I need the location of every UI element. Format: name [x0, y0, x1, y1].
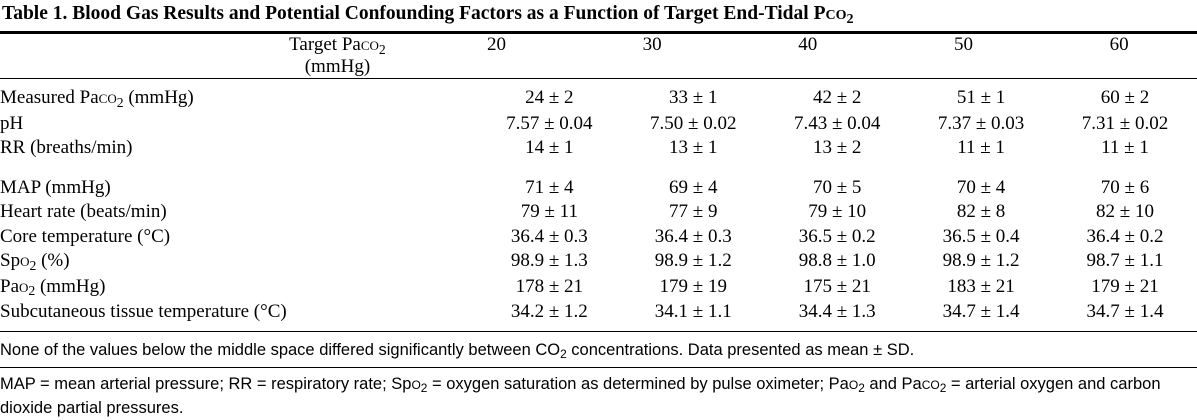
cell-value: 179 ± 21: [1091, 275, 1159, 297]
cell-value: 34.4 ± 1.3: [798, 301, 876, 322]
spacer-cell: [765, 161, 909, 176]
cell-value: 36.4 ± 0.3: [510, 225, 588, 247]
table-row: [0, 300, 1197, 331]
cell-value: 98.7 ± 1.1: [1086, 250, 1164, 271]
cell-value: 178 ± 21: [515, 275, 584, 297]
blood-gas-table: [0, 34, 1197, 78]
cell-value: 36.4 ± 0.2: [1086, 225, 1164, 247]
cell-value: 7.50 ± 0.02: [650, 112, 737, 134]
row-label-rr: RR (breaths/min): [0, 137, 133, 158]
cell-value: 79 ± 11: [520, 201, 578, 222]
cell-value: 71 ± 4: [525, 176, 574, 198]
header-col-60: 60: [1109, 34, 1129, 55]
cell-value: 179 ± 19: [659, 275, 727, 297]
cell-value: 70 ± 4: [956, 176, 1006, 198]
cell-value: 33 ± 1: [669, 87, 718, 108]
row-label-sub-digit: 2: [116, 94, 124, 110]
row-label-suffix: (mmHg): [123, 87, 194, 108]
cell-value: 175 ± 21: [803, 275, 871, 297]
header-target-prefix: Target Pa: [289, 34, 361, 55]
row-label-heart-rate: Heart rate (beats/min): [0, 201, 167, 222]
header-target-label: [256, 34, 418, 78]
cell-value: 183 ± 21: [947, 275, 1015, 297]
note1-text-a: None of the values below the middle space differed significantly between CO: [0, 340, 561, 359]
note2-text-e: dioxide partial pressures.: [0, 398, 184, 417]
header-col-30: 30: [642, 34, 662, 55]
note2-sub2-digit: 2: [858, 380, 865, 395]
table-title-sub-co: co: [825, 3, 847, 24]
cell-value: 98.8 ± 1.0: [798, 250, 876, 271]
cell-value: 79 ± 10: [808, 201, 867, 222]
table-row: [0, 200, 1197, 225]
table-row: [0, 275, 1197, 301]
note2-sub2: o: [848, 374, 859, 393]
cell-value: 77 ± 9: [669, 201, 718, 222]
spacer-cell: [621, 161, 765, 176]
note2-sub1-digit: 2: [420, 380, 428, 395]
row-label-sub: co: [98, 87, 117, 108]
table-row: [0, 112, 1197, 137]
cell-value: 34.7 ± 1.4: [942, 301, 1020, 322]
note2-text-c: and Pa: [864, 374, 922, 393]
note1-sub: 2: [560, 346, 567, 361]
table-header-row: [0, 34, 1197, 78]
row-label-ph: pH: [0, 112, 24, 134]
cell-value: 34.2 ± 1.2: [510, 301, 588, 322]
cell-value: 60 ± 2: [1100, 87, 1150, 108]
row-label-sub-digit: 2: [28, 283, 36, 299]
cell-value: 51 ± 1: [956, 87, 1006, 108]
note2-sub1: o: [411, 374, 421, 393]
cell-value: 7.43 ± 0.04: [793, 112, 881, 134]
table-row: [0, 176, 1197, 201]
blood-gas-table-body: [0, 79, 1197, 331]
table-group-spacer: [0, 161, 1197, 176]
note2-sub3-digit: 2: [939, 380, 947, 395]
row-label-spo2: [0, 249, 477, 275]
header-col-20: 20: [486, 34, 506, 55]
header-target-sub-digit: 2: [378, 41, 386, 57]
cell-value: 7.57 ± 0.04: [506, 112, 593, 134]
row-label-sub-digit: 2: [29, 257, 37, 273]
cell-value: 70 ± 5: [812, 176, 862, 198]
cell-value: 98.9 ± 1.2: [942, 250, 1020, 271]
cell-value: 7.37 ± 0.03: [937, 112, 1025, 134]
cell-value: 42 ± 2: [812, 87, 862, 108]
row-label-sub: o: [19, 275, 29, 297]
table-head: [0, 34, 1197, 78]
table-row: [0, 136, 1197, 161]
cell-value: 13 ± 2: [812, 137, 862, 158]
row-label-pao2: [0, 275, 477, 301]
cell-value: 13 ± 1: [669, 137, 718, 158]
cell-value: 82 ± 8: [956, 201, 1006, 222]
cell-value: 36.5 ± 0.2: [798, 225, 876, 247]
cell-value: 70 ± 6: [1100, 176, 1150, 198]
cell-value: 36.5 ± 0.4: [942, 225, 1020, 247]
row-label-core-temperature: Core temperature (°C): [0, 225, 171, 247]
cell-value: 11 ± 1: [957, 137, 1005, 158]
cell-value: 7.31 ± 0.02: [1081, 112, 1169, 134]
cell-value: 82 ± 10: [1096, 201, 1154, 222]
spacer-cell: [909, 161, 1053, 176]
cell-value: 98.9 ± 1.2: [654, 250, 732, 271]
cell-value: 36.4 ± 0.3: [654, 225, 732, 247]
header-empty-cell: [0, 34, 256, 78]
cell-value: 24 ± 2: [525, 87, 574, 108]
table-row: [0, 79, 1197, 112]
cell-value: 34.7 ± 1.4: [1086, 301, 1164, 322]
table-note-abbreviations: [0, 368, 1197, 420]
table-title: [0, 0, 1197, 31]
note2-text-b: = oxygen saturation as determined by pulse oximeter; Pa: [427, 374, 849, 393]
header-col-50: 50: [953, 34, 973, 55]
row-label-subcutaneous-tissue-temperature: Subcutaneous tissue temperature (°C): [0, 301, 287, 322]
cell-value: 14 ± 1: [525, 137, 574, 158]
table-title-sub-digit: 2: [846, 10, 854, 27]
note2-text-d: = arterial oxygen and carbon: [946, 374, 1161, 393]
table-row: [0, 225, 1197, 250]
row-label-sub: o: [20, 250, 30, 271]
row-label-suffix: (mmHg): [35, 275, 106, 297]
row-label-prefix: Measured Pa: [0, 87, 99, 108]
cell-value: 34.1 ± 1.1: [654, 301, 732, 322]
table-body: [0, 79, 1197, 331]
cell-value: 69 ± 4: [669, 176, 718, 198]
row-label-prefix: Pa: [0, 275, 19, 297]
table-row: [0, 249, 1197, 275]
cell-value: 98.9 ± 1.3: [510, 250, 588, 271]
table-title-text: Table 1. Blood Gas Results and Potential Confounding Factors as a Function of Target End-Tidal P: [2, 3, 826, 24]
cell-value: 11 ± 1: [1101, 137, 1149, 158]
row-label-measured-paco2: [0, 79, 477, 112]
note2-sub3: co: [921, 374, 940, 393]
table-note-significance: [0, 332, 1197, 367]
row-label-suffix: (%): [36, 250, 70, 271]
note2-text-a: MAP = mean arterial pressure; RR = respiratory rate; Sp: [0, 374, 412, 393]
row-label-map: MAP (mmHg): [0, 176, 111, 198]
note1-text-b: concentrations. Data presented as mean ± SD.: [566, 340, 915, 359]
spacer-cell: [477, 161, 621, 176]
header-col-40: 40: [798, 34, 818, 55]
header-target-sub: co: [360, 34, 379, 55]
spacer-cell: [0, 161, 477, 176]
spacer-cell: [1053, 161, 1197, 176]
row-label-prefix: Sp: [0, 250, 21, 271]
header-target-suffix: (mmHg): [304, 56, 371, 77]
